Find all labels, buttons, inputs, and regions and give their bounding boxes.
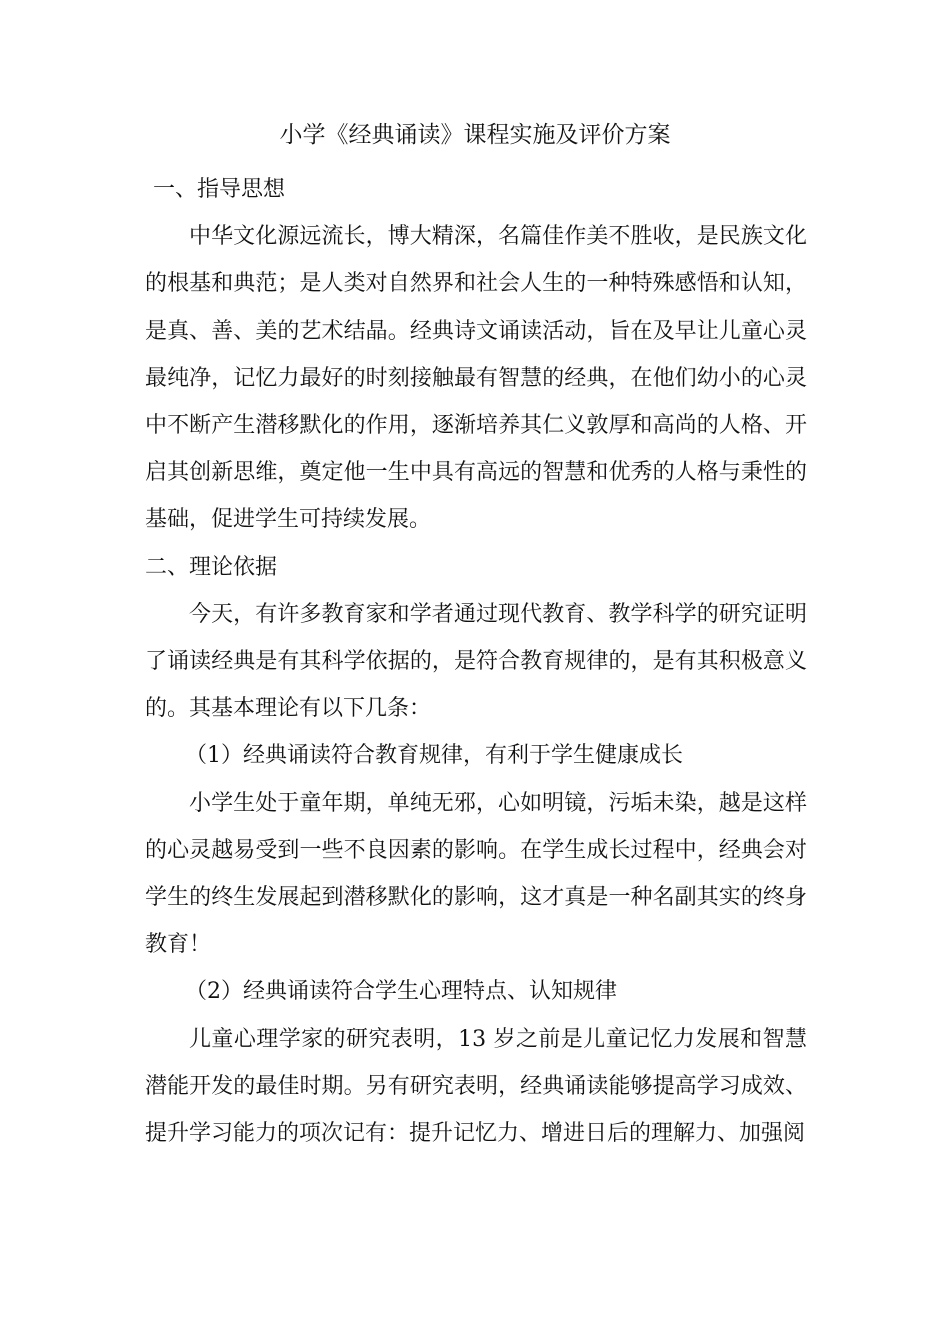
document-body [145, 166, 807, 1157]
document-title: 小学《经典诵读》课程实施及评价方案 [279, 122, 671, 148]
section-heading-guiding-thought: 一、指导思想 [153, 177, 286, 202]
paragraph-subsection-2: 儿童心理学家的研究表明，13 岁之前是儿童记忆力发展和智慧潜能开发的最佳时期。另有研究表明，经典诵读能够提高学习成效、提升学习能力的项次记有：提升记忆力、增进日后的理解力、加强阅 [145, 1026, 807, 1147]
paragraph-theory-intro: 今天，有许多教育家和学者通过现代教育、教学科学的研究证明了诵读经典是有其科学依据的，是符合教育规律的，是有其积极意义的。其基本理论有以下几条： [145, 601, 807, 722]
paragraph-guiding-thought: 中华文化源远流长，博大精深，名篇佳作美不胜收，是民族文化的根基和典范；是人类对自然界和社会人生的一种特殊感悟和认知，是真、善、美的艺术结晶。经典诗文诵读活动，旨在及早让儿童心灵最纯净，记忆力最好的时刻接触最有智慧的经典，在他们幼小的心灵中不断产生潜移默化的作用，逐渐培养其仁义敦厚和高尚的人格、开启其创新思维，奠定他一生中具有高远的智慧和优秀的人格与秉性的基础，促进学生可持续发展。 [145, 224, 807, 533]
section-heading-theory-basis: 二、理论依据 [145, 554, 278, 580]
subsection-heading-2: （2）经典诵读符合学生心理特点、认知规律 [185, 979, 617, 1005]
paragraph-subsection-1: 小学生处于童年期，单纯无邪，心如明镜，污垢未染，越是这样的心灵越易受到一些不良因素的影响。在学生成长过程中，经典会对学生的终生发展起到潜移默化的影响，这才真是一种名副其实的终身教育！ [145, 790, 807, 958]
subsection-heading-1: （1）经典诵读符合教育规律，有利于学生健康成长 [185, 743, 683, 769]
